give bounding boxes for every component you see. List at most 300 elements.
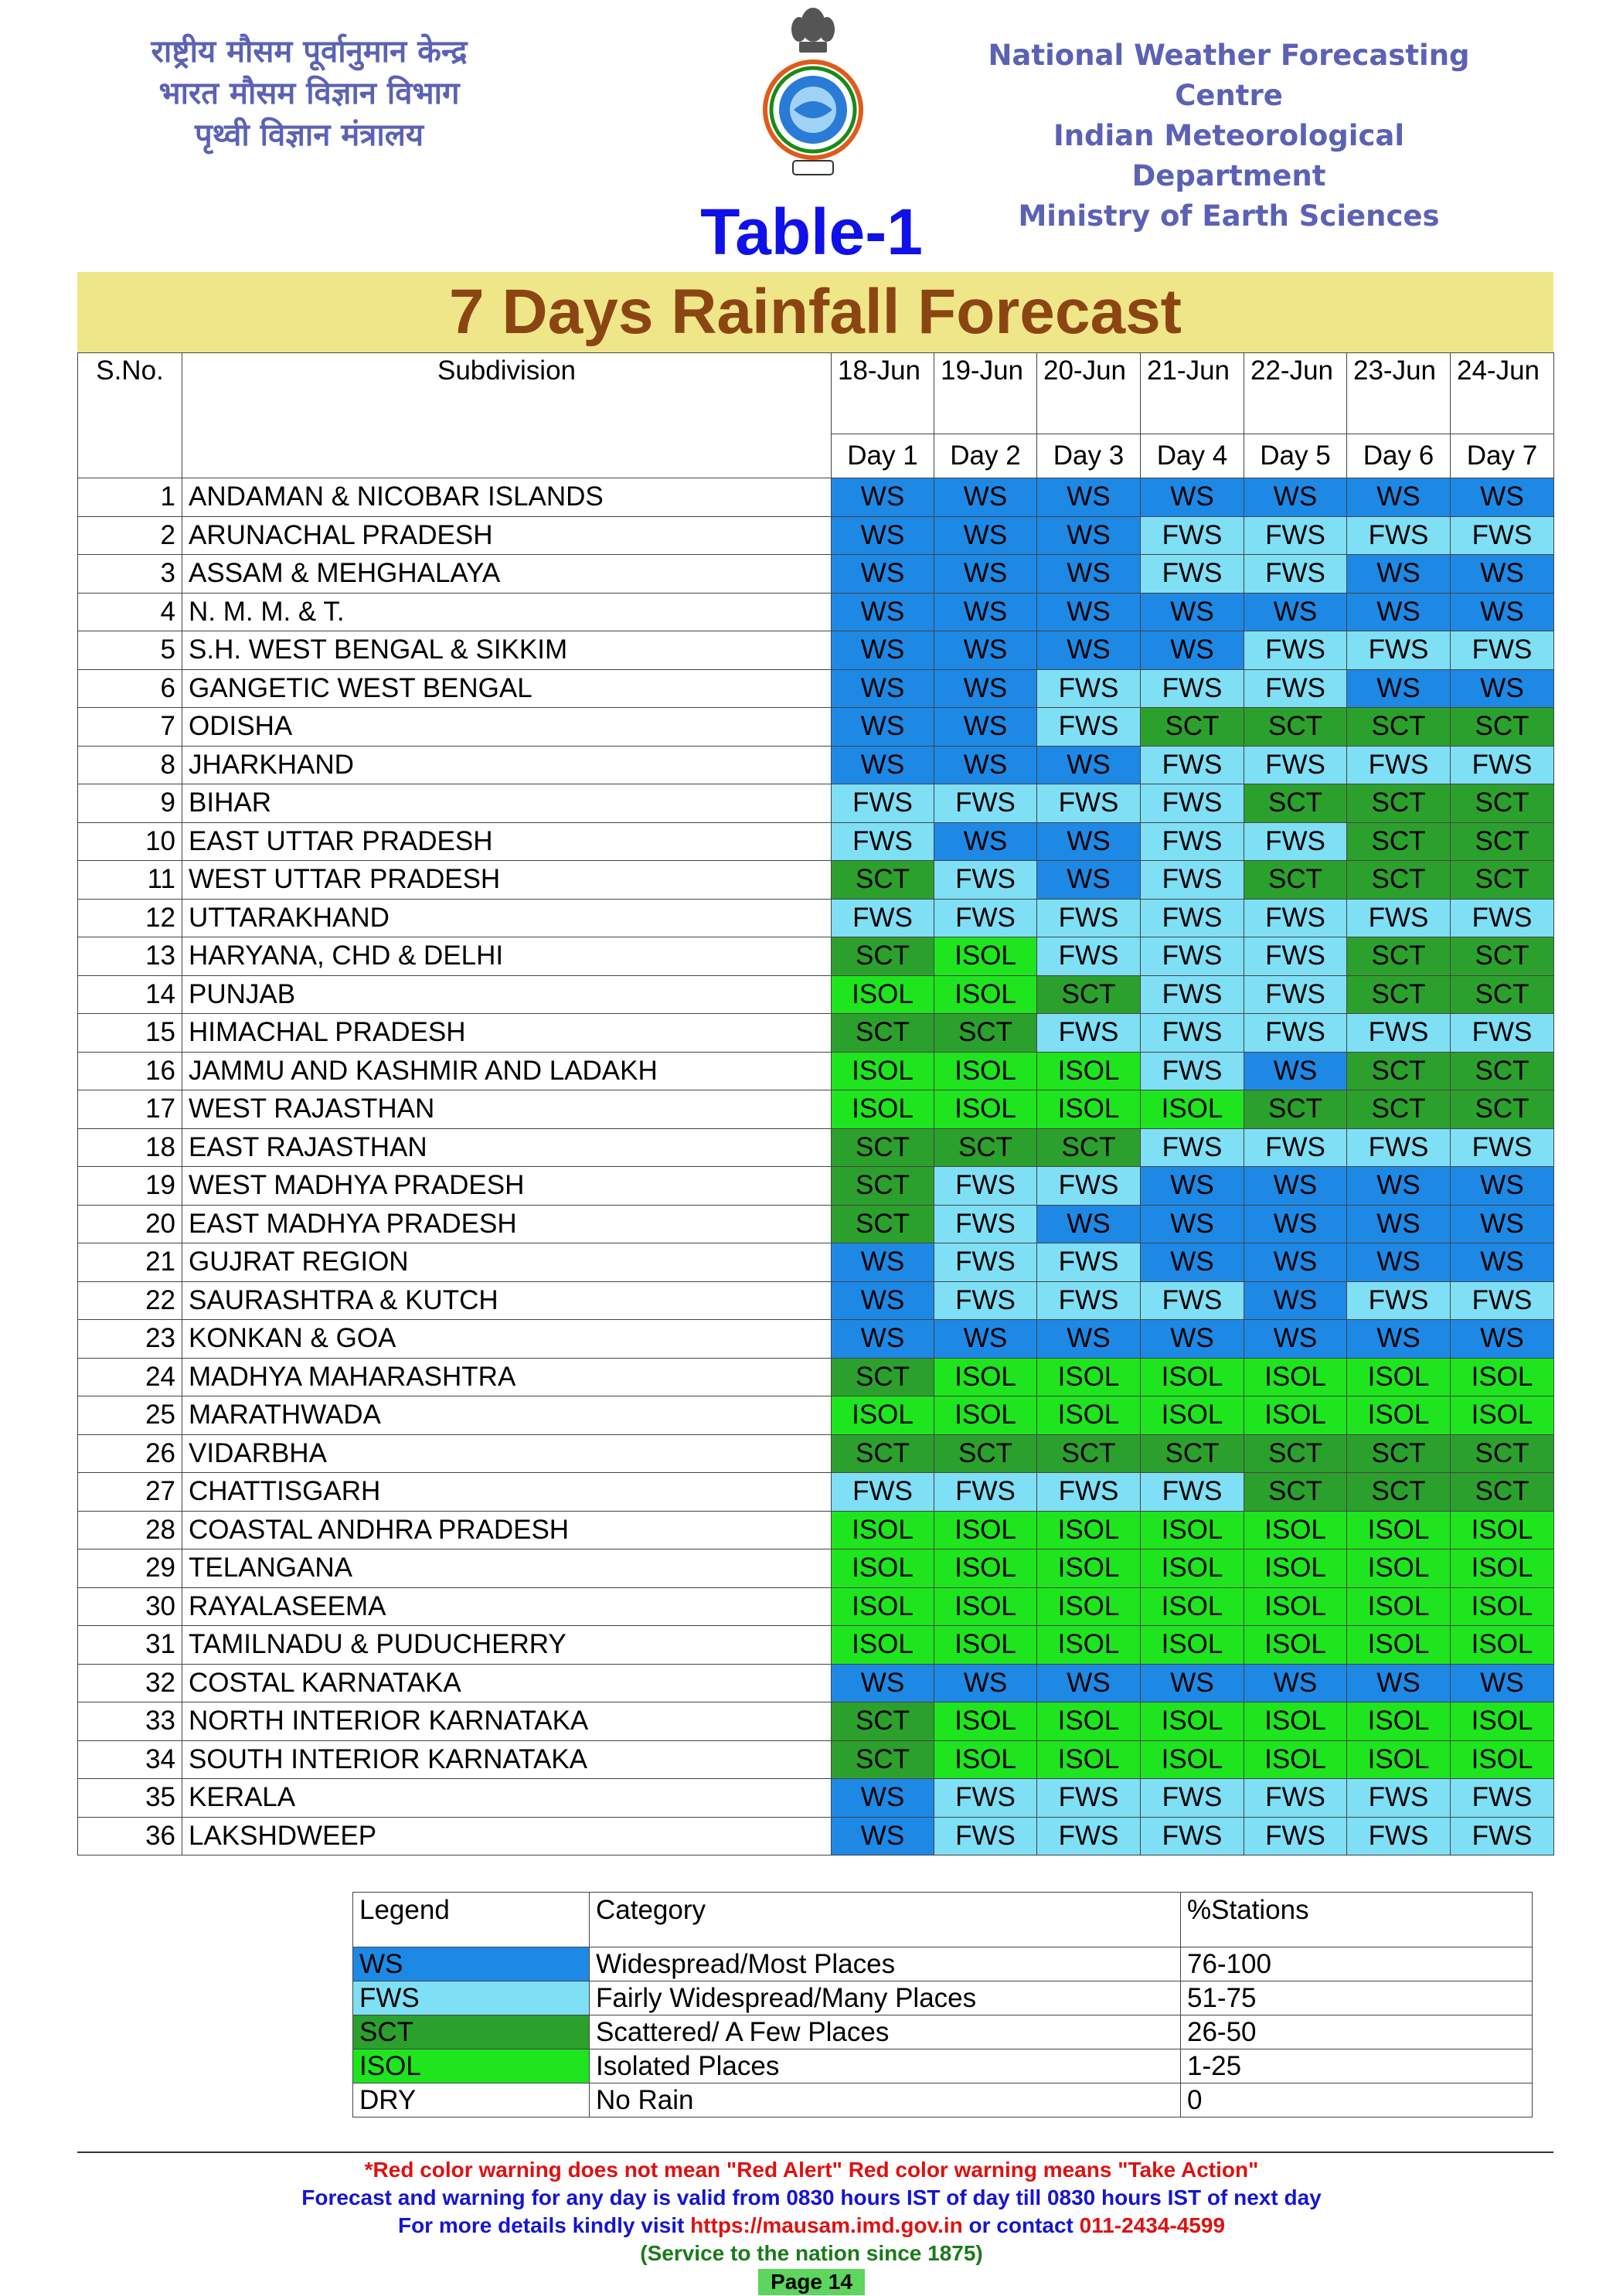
forecast-cell: SCT — [1244, 1434, 1347, 1473]
forecast-cell: SCT — [1347, 975, 1451, 1014]
forecast-cell: ISOL — [1347, 1358, 1451, 1396]
row-sno: 35 — [78, 1779, 182, 1818]
row-sno: 30 — [78, 1587, 182, 1626]
forecast-cell: ISOL — [1141, 1358, 1244, 1396]
table-row — [78, 1090, 1554, 1129]
forecast-cell: SCT — [832, 1358, 934, 1396]
forecast-cell: WS — [1037, 861, 1141, 900]
forecast-cell: SCT — [934, 1014, 1037, 1053]
row-sno: 18 — [78, 1128, 182, 1167]
forecast-cell: WS — [832, 1320, 934, 1359]
row-sno: 23 — [78, 1320, 182, 1359]
day-header: Day 7 — [1451, 434, 1554, 478]
row-sno: 14 — [78, 975, 182, 1014]
forecast-cell: WS — [1141, 1205, 1244, 1243]
forecast-cell: SCT — [1451, 708, 1554, 747]
forecast-cell: WS — [1037, 822, 1141, 861]
row-subdivision: N. M. M. & T. — [182, 593, 832, 631]
forecast-cell: ISOL — [934, 1396, 1037, 1435]
category-header: Category — [590, 1893, 1181, 1947]
forecast-cell: ISOL — [1141, 1090, 1244, 1129]
forecast-cell: ISOL — [1244, 1549, 1347, 1588]
forecast-cell: WS — [832, 669, 934, 708]
forecast-cell: WS — [1347, 1664, 1451, 1702]
footer-contact-mid: or contact — [962, 2213, 1080, 2237]
forecast-cell: FWS — [1141, 516, 1244, 555]
row-sno: 25 — [78, 1396, 182, 1435]
forecast-cell: SCT — [832, 1740, 934, 1779]
forecast-cell: WS — [1451, 1205, 1554, 1243]
row-subdivision: RAYALASEEMA — [182, 1587, 832, 1626]
row-subdivision: COASTAL ANDHRA PRADESH — [182, 1511, 832, 1549]
forecast-cell: FWS — [1347, 1281, 1451, 1320]
forecast-cell: WS — [1347, 555, 1451, 594]
forecast-cell: FWS — [1244, 746, 1347, 784]
english-line-1: National Weather Forecasting Centre — [988, 39, 1470, 112]
forecast-cell: FWS — [1037, 1473, 1141, 1512]
forecast-cell: ISOL — [1141, 1549, 1244, 1588]
forecast-cell: FWS — [1141, 784, 1244, 823]
row-subdivision: SOUTH INTERIOR KARNATAKA — [182, 1740, 832, 1779]
row-subdivision: NORTH INTERIOR KARNATAKA — [182, 1702, 832, 1741]
forecast-cell: WS — [1141, 1664, 1244, 1702]
forecast-cell: ISOL — [1451, 1587, 1554, 1626]
forecast-cell: WS — [1037, 478, 1141, 517]
row-subdivision: LAKSHDWEEP — [182, 1817, 832, 1856]
forecast-cell: ISOL — [1451, 1626, 1554, 1665]
forecast-cell: FWS — [832, 784, 934, 823]
forecast-cell: WS — [934, 516, 1037, 555]
forecast-cell: WS — [934, 708, 1037, 747]
date-header: 20-Jun — [1037, 353, 1141, 434]
forecast-cell: SCT — [1244, 708, 1347, 747]
forecast-cell: WS — [1244, 593, 1347, 631]
forecast-cell: WS — [934, 593, 1037, 631]
forecast-cell: FWS — [1451, 1817, 1554, 1856]
row-subdivision: COSTAL KARNATAKA — [182, 1664, 832, 1702]
forecast-cell: FWS — [1141, 899, 1244, 937]
forecast-cell: WS — [1451, 478, 1554, 517]
forecast-cell: FWS — [1141, 669, 1244, 708]
table-row — [78, 1549, 1554, 1588]
forecast-cell: FWS — [1141, 937, 1244, 976]
forecast-cell: WS — [832, 1243, 934, 1282]
footer-contact-prefix: For more details kindly visit — [397, 2213, 691, 2237]
row-subdivision: JAMMU AND KASHMIR AND LADAKH — [182, 1052, 832, 1090]
forecast-cell: WS — [934, 1664, 1037, 1702]
forecast-cell: FWS — [934, 784, 1037, 823]
forecast-cell: WS — [1244, 1664, 1347, 1702]
row-sno: 20 — [78, 1205, 182, 1243]
forecast-cell: WS — [1141, 478, 1244, 517]
forecast-cell: ISOL — [934, 1511, 1037, 1549]
day-header: Day 6 — [1347, 434, 1451, 478]
forecast-cell: FWS — [1347, 746, 1451, 784]
row-sno: 22 — [78, 1281, 182, 1320]
forecast-cell: SCT — [1451, 937, 1554, 976]
forecast-cell: ISOL — [1347, 1549, 1451, 1588]
forecast-cell: FWS — [1347, 1779, 1451, 1818]
table-row — [78, 516, 1554, 555]
forecast-cell: FWS — [1037, 1281, 1141, 1320]
forecast-cell: ISOL — [832, 1626, 934, 1665]
legend-header-row — [353, 1893, 1533, 1947]
row-subdivision: BIHAR — [182, 784, 832, 823]
table-row — [78, 708, 1554, 747]
row-subdivision: JHARKHAND — [182, 746, 832, 784]
forecast-cell: SCT — [832, 1014, 934, 1053]
legend-table — [352, 1892, 1533, 2117]
table-row — [78, 631, 1554, 670]
table-row — [78, 1014, 1554, 1053]
legend-row — [353, 2015, 1533, 2049]
forecast-cell: SCT — [1244, 1090, 1347, 1129]
forecast-cell: SCT — [832, 1205, 934, 1243]
forecast-cell: WS — [1037, 746, 1141, 784]
forecast-cell: SCT — [832, 861, 934, 900]
legend-category: Widespread/Most Places — [590, 1947, 1181, 1981]
forecast-cell: WS — [1244, 1052, 1347, 1090]
forecast-cell: FWS — [1037, 1243, 1141, 1282]
forecast-cell: WS — [934, 478, 1037, 517]
row-subdivision: HARYANA, CHD & DELHI — [182, 937, 832, 976]
forecast-cell: ISOL — [1037, 1587, 1141, 1626]
row-sno: 24 — [78, 1358, 182, 1396]
forecast-cell: SCT — [1451, 1434, 1554, 1473]
forecast-cell: WS — [1451, 1320, 1554, 1359]
forecast-cell: FWS — [1141, 822, 1244, 861]
forecast-cell: FWS — [1141, 975, 1244, 1014]
header-hindi — [93, 31, 526, 156]
forecast-cell: WS — [1141, 1167, 1244, 1206]
row-sno: 10 — [78, 822, 182, 861]
table-row — [78, 937, 1554, 976]
forecast-cell: WS — [1037, 1320, 1141, 1359]
forecast-cell: WS — [832, 555, 934, 594]
row-sno: 27 — [78, 1473, 182, 1512]
forecast-cell: FWS — [1244, 899, 1347, 937]
forecast-cell: FWS — [1451, 1128, 1554, 1167]
hindi-line-3: पृथ्वी विज्ञान मंत्रालय — [194, 117, 424, 153]
legend-stations: 51-75 — [1181, 1981, 1533, 2015]
forecast-cell: WS — [1347, 1205, 1451, 1243]
forecast-cell: ISOL — [1347, 1511, 1451, 1549]
forecast-cell: WS — [1141, 1243, 1244, 1282]
row-sno: 28 — [78, 1511, 182, 1549]
forecast-cell: WS — [1347, 1320, 1451, 1359]
forecast-cell: ISOL — [1037, 1702, 1141, 1741]
forecast-cell: WS — [832, 708, 934, 747]
forecast-cell: FWS — [1141, 1281, 1244, 1320]
forecast-cell: ISOL — [1347, 1702, 1451, 1741]
forecast-cell: SCT — [1451, 1473, 1554, 1512]
row-subdivision: PUNJAB — [182, 975, 832, 1014]
forecast-cell: WS — [832, 631, 934, 670]
forecast-cell: ISOL — [1451, 1740, 1554, 1779]
forecast-cell: WS — [934, 631, 1037, 670]
subdivision-header: Subdivision — [182, 353, 832, 478]
forecast-cell: ISOL — [832, 1511, 934, 1549]
row-sno: 8 — [78, 746, 182, 784]
forecast-cell: WS — [934, 555, 1037, 594]
rainfall-forecast-table — [77, 352, 1554, 1856]
table-row — [78, 861, 1554, 900]
forecast-cell: WS — [934, 746, 1037, 784]
forecast-cell: SCT — [1244, 784, 1347, 823]
forecast-cell: SCT — [1141, 1434, 1244, 1473]
row-subdivision: ARUNACHAL PRADESH — [182, 516, 832, 555]
forecast-cell: FWS — [934, 1205, 1037, 1243]
table-row — [78, 669, 1554, 708]
forecast-cell: WS — [1451, 669, 1554, 708]
table-row — [78, 1817, 1554, 1856]
forecast-cell: WS — [832, 1779, 934, 1818]
legend-category: Fairly Widespread/Many Places — [590, 1981, 1181, 2015]
row-sno: 32 — [78, 1664, 182, 1702]
day-header: Day 2 — [934, 434, 1037, 478]
forecast-cell: FWS — [1141, 1473, 1244, 1512]
row-subdivision: KONKAN & GOA — [182, 1320, 832, 1359]
page-number-badge: Page 14 — [758, 2269, 865, 2295]
row-sno: 7 — [78, 708, 182, 747]
forecast-cell: ISOL — [1451, 1358, 1554, 1396]
forecast-cell: FWS — [1244, 937, 1347, 976]
forecast-cell: FWS — [1244, 1779, 1347, 1818]
forecast-cell: FWS — [1244, 975, 1347, 1014]
forecast-cell: SCT — [1037, 975, 1141, 1014]
forecast-cell: ISOL — [1451, 1549, 1554, 1588]
forecast-cell: WS — [1244, 1320, 1347, 1359]
row-subdivision: ODISHA — [182, 708, 832, 747]
date-header: 18-Jun — [832, 353, 934, 434]
forecast-cell: WS — [832, 1664, 934, 1702]
forecast-cell: WS — [832, 1817, 934, 1856]
forecast-cell: ISOL — [1037, 1626, 1141, 1665]
forecast-cell: FWS — [1141, 1052, 1244, 1090]
legend-row — [353, 1981, 1533, 2015]
forecast-cell: FWS — [1141, 746, 1244, 784]
legend-code: FWS — [353, 1981, 590, 2015]
row-sno: 3 — [78, 555, 182, 594]
table-row — [78, 1358, 1554, 1396]
forecast-cell: ISOL — [832, 1090, 934, 1129]
forecast-cell: ISOL — [1451, 1396, 1554, 1435]
forecast-cell: FWS — [832, 1473, 934, 1512]
row-sno: 21 — [78, 1243, 182, 1282]
forecast-cell: FWS — [1347, 1128, 1451, 1167]
row-subdivision: WEST MADHYA PRADESH — [182, 1167, 832, 1206]
forecast-cell: FWS — [1037, 708, 1141, 747]
footer-warning-note: *Red color warning does not mean "Red Alert" Red color warning means "Take Action" — [364, 2158, 1259, 2182]
forecast-cell: FWS — [1141, 1779, 1244, 1818]
forecast-cell: SCT — [1451, 1052, 1554, 1090]
forecast-banner-title: 7 Days Rainfall Forecast — [77, 272, 1553, 352]
forecast-cell: WS — [934, 822, 1037, 861]
forecast-cell: WS — [1141, 631, 1244, 670]
forecast-cell: WS — [832, 516, 934, 555]
forecast-cell: FWS — [1451, 1281, 1554, 1320]
forecast-cell: ISOL — [1141, 1511, 1244, 1549]
forecast-cell: WS — [1141, 593, 1244, 631]
row-sno: 4 — [78, 593, 182, 631]
forecast-cell: WS — [1244, 1243, 1347, 1282]
forecast-cell: ISOL — [934, 1740, 1037, 1779]
forecast-cell: FWS — [1451, 899, 1554, 937]
forecast-cell: ISOL — [1037, 1549, 1141, 1588]
row-subdivision: TELANGANA — [182, 1549, 832, 1588]
forecast-cell: FWS — [934, 899, 1037, 937]
forecast-cell: WS — [1451, 1243, 1554, 1282]
forecast-cell: SCT — [1037, 1434, 1141, 1473]
forecast-cell: FWS — [1037, 1014, 1141, 1053]
row-subdivision: VIDARBHA — [182, 1434, 832, 1473]
forecast-cell: WS — [1347, 669, 1451, 708]
forecast-cell: FWS — [934, 1779, 1037, 1818]
forecast-cell: SCT — [832, 1434, 934, 1473]
forecast-cell: ISOL — [1244, 1626, 1347, 1665]
forecast-cell: WS — [1244, 478, 1347, 517]
legend-row — [353, 2083, 1533, 2117]
contact-phone: 011-2434-4599 — [1079, 2213, 1226, 2237]
forecast-cell: ISOL — [934, 1587, 1037, 1626]
imd-emblem-logo — [759, 2, 867, 181]
row-sno: 19 — [78, 1167, 182, 1206]
lion-capital-icon — [791, 8, 835, 53]
table-row — [78, 1587, 1554, 1626]
english-line-2: Indian Meteorological Department — [1053, 119, 1405, 192]
row-subdivision: ASSAM & MEHGHALAYA — [182, 555, 832, 594]
table-row — [78, 784, 1554, 823]
forecast-cell: FWS — [1451, 746, 1554, 784]
table-row — [78, 746, 1554, 784]
table-row — [78, 1320, 1554, 1359]
table-row — [78, 1128, 1554, 1167]
row-subdivision: MARATHWADA — [182, 1396, 832, 1435]
row-sno: 29 — [78, 1549, 182, 1588]
forecast-cell: ISOL — [832, 1549, 934, 1588]
forecast-cell: WS — [832, 478, 934, 517]
forecast-cell: FWS — [934, 861, 1037, 900]
forecast-cell: SCT — [1347, 1473, 1451, 1512]
day-header: Day 3 — [1037, 434, 1141, 478]
forecast-cell: SCT — [1451, 822, 1554, 861]
footer-contact-line — [0, 2212, 1623, 2240]
legend-category: Isolated Places — [590, 2049, 1181, 2083]
forecast-cell: FWS — [1244, 1014, 1347, 1053]
forecast-cell: FWS — [1347, 899, 1451, 937]
forecast-cell: ISOL — [1037, 1396, 1141, 1435]
forecast-cell: SCT — [1347, 1052, 1451, 1090]
forecast-cell: ISOL — [934, 1626, 1037, 1665]
forecast-cell: ISOL — [1037, 1511, 1141, 1549]
row-subdivision: GUJRAT REGION — [182, 1243, 832, 1282]
date-header: 22-Jun — [1244, 353, 1347, 434]
forecast-cell: SCT — [1451, 1090, 1554, 1129]
row-sno: 17 — [78, 1090, 182, 1129]
table-row — [78, 1779, 1554, 1818]
forecast-cell: WS — [934, 1320, 1037, 1359]
forecast-cell: ISOL — [1244, 1511, 1347, 1549]
forecast-cell: ISOL — [1141, 1396, 1244, 1435]
table-row — [78, 1511, 1554, 1549]
forecast-cell: WS — [1347, 478, 1451, 517]
row-subdivision: SAURASHTRA & KUTCH — [182, 1281, 832, 1320]
forecast-cell: ISOL — [1141, 1702, 1244, 1741]
hindi-line-1: राष्ट्रीय मौसम पूर्वानुमान केन्द्र — [151, 34, 468, 70]
table-row — [78, 899, 1554, 937]
day-header: Day 4 — [1141, 434, 1244, 478]
row-subdivision: EAST RAJASTHAN — [182, 1128, 832, 1167]
row-subdivision: GANGETIC WEST BENGAL — [182, 669, 832, 708]
legend-category: No Rain — [590, 2083, 1181, 2117]
stations-header: %Stations — [1181, 1893, 1533, 1947]
row-sno: 34 — [78, 1740, 182, 1779]
forecast-cell: SCT — [934, 1434, 1037, 1473]
forecast-cell: FWS — [1037, 1817, 1141, 1856]
table-row — [78, 975, 1554, 1014]
forecast-cell: SCT — [1347, 861, 1451, 900]
forecast-cell: FWS — [934, 1167, 1037, 1206]
forecast-cell: FWS — [934, 1473, 1037, 1512]
forecast-cell: FWS — [1244, 822, 1347, 861]
table-row — [78, 1205, 1554, 1243]
row-sno: 13 — [78, 937, 182, 976]
forecast-cell: FWS — [1141, 1014, 1244, 1053]
footer-service-note: (Service to the nation since 1875) — [640, 2241, 983, 2265]
forecast-cell: SCT — [1451, 975, 1554, 1014]
forecast-cell: SCT — [832, 1128, 934, 1167]
forecast-cell: WS — [1037, 593, 1141, 631]
forecast-cell: ISOL — [832, 975, 934, 1014]
forecast-cell: FWS — [1141, 1128, 1244, 1167]
legend-code: DRY — [353, 2083, 590, 2117]
legend-code: ISOL — [353, 2049, 590, 2083]
row-subdivision: HIMACHAL PRADESH — [182, 1014, 832, 1053]
forecast-cell: WS — [1244, 1281, 1347, 1320]
row-subdivision: UTTARAKHAND — [182, 899, 832, 937]
forecast-cell: FWS — [1347, 1014, 1451, 1053]
forecast-cell: ISOL — [1037, 1052, 1141, 1090]
table-row — [78, 555, 1554, 594]
forecast-cell: FWS — [1347, 1817, 1451, 1856]
forecast-cell: FWS — [1451, 516, 1554, 555]
forecast-cell: WS — [1141, 1320, 1244, 1359]
date-header: 24-Jun — [1451, 353, 1554, 434]
forecast-cell: WS — [1244, 1167, 1347, 1206]
forecast-cell: ISOL — [1451, 1511, 1554, 1549]
forecast-cell: ISOL — [832, 1587, 934, 1626]
table-row — [78, 1052, 1554, 1090]
forecast-cell: ISOL — [1451, 1702, 1554, 1741]
forecast-cell: ISOL — [1347, 1626, 1451, 1665]
row-subdivision: S.H. WEST BENGAL & SIKKIM — [182, 631, 832, 670]
forecast-cell: ISOL — [1347, 1740, 1451, 1779]
forecast-cell: FWS — [1347, 631, 1451, 670]
forecast-cell: WS — [832, 593, 934, 631]
forecast-cell: FWS — [1244, 631, 1347, 670]
website-link[interactable]: https://mausam.imd.gov.in — [690, 2213, 963, 2237]
forecast-cell: FWS — [934, 1281, 1037, 1320]
forecast-cell: WS — [1037, 555, 1141, 594]
forecast-cell: FWS — [1244, 516, 1347, 555]
forecast-cell: SCT — [1347, 1090, 1451, 1129]
forecast-cell: ISOL — [934, 1358, 1037, 1396]
row-sno: 9 — [78, 784, 182, 823]
day-header: Day 5 — [1244, 434, 1347, 478]
forecast-cell: FWS — [1037, 669, 1141, 708]
hindi-line-2: भारत मौसम विज्ञान विभाग — [158, 76, 460, 111]
table-row — [78, 1167, 1554, 1206]
